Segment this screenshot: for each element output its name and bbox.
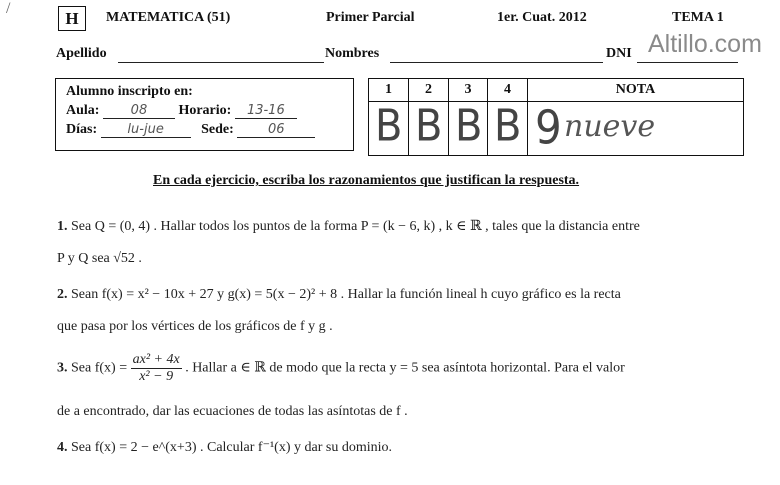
grade-divider <box>527 101 528 155</box>
corner-pen-mark: / <box>6 0 11 17</box>
grade-header-nota: NOTA <box>615 82 656 97</box>
exercise-3-post: . Hallar a ∈ ℝ de modo que la recta y = 5 sea asíntota horizontal. Para el valor <box>185 360 625 376</box>
grade-mark-2: B <box>415 100 443 152</box>
nota-value: 9 <box>535 100 562 155</box>
exercise-3-line-1 <box>57 352 625 385</box>
apellido-label: Apellido <box>56 46 107 61</box>
horario-value: 13-16 <box>235 103 297 119</box>
aula-value: 08 <box>103 103 175 119</box>
grade-mark-3: B <box>455 100 483 152</box>
grade-mark-4: B <box>494 100 522 152</box>
apellido-line <box>118 62 324 63</box>
exercise-2-line-2: que pasa por los vértices de los gráficos de f y g . <box>57 319 333 334</box>
student-info-box <box>55 78 354 151</box>
exam-period: 1er. Cuat. 2012 <box>497 10 587 25</box>
sede-value: 06 <box>237 122 315 138</box>
tema-number: TEMA 1 <box>672 10 724 25</box>
exercise-1-line-2: P y Q sea √52 . <box>57 251 142 266</box>
dni-line <box>637 62 738 63</box>
nombres-line <box>390 62 603 63</box>
exercise-3-fraction <box>131 352 182 385</box>
grade-divider <box>408 101 409 155</box>
exercise-1-number: 1. <box>57 219 68 234</box>
exercise-1-line-1 <box>57 218 640 235</box>
aula-label: Aula: <box>66 103 100 118</box>
exercise-3-numerator: ax² + 4x <box>132 352 180 367</box>
exercise-3-number: 3. <box>57 360 68 376</box>
dni-label: DNI <box>606 46 632 61</box>
aula-row <box>66 103 297 119</box>
instructions: En cada ejercicio, escriba los razonamientos que justifican la respuesta. <box>153 173 580 188</box>
tema-letter-box: H <box>58 6 86 31</box>
dias-label: Días: <box>66 122 98 137</box>
exam-title: Primer Parcial <box>326 10 415 25</box>
exercise-3-denominator: x² − 9 <box>139 369 174 384</box>
grade-divider <box>448 101 449 155</box>
exercise-4-text: Sea f(x) = 2 − e^(x+3) . Calcular f⁻¹(x) y dar su dominio. <box>71 440 392 455</box>
exercise-2-line-1 <box>57 287 621 303</box>
exercise-1-text: Sea Q = (0, 4) . Hallar todos los puntos de la forma P = (k − 6, k) , k ∈ ℝ , tales que la distancia entre <box>71 219 640 234</box>
grade-header-1: 1 <box>369 79 409 101</box>
grade-header-3: 3 <box>449 79 488 101</box>
grade-divider <box>487 101 488 155</box>
grade-header-4: 4 <box>488 79 528 101</box>
subject-title: MATEMATICA (51) <box>106 10 231 25</box>
exercise-4-line-1 <box>57 439 392 456</box>
nombres-label: Nombres <box>325 46 380 61</box>
info-title: Alumno inscripto en: <box>66 84 193 99</box>
grade-header-2: 2 <box>409 79 449 101</box>
dias-value: lu-jue <box>101 122 191 138</box>
exercise-4-number: 4. <box>57 440 68 455</box>
exercise-2-text: Sean f(x) = x² − 10x + 27 y g(x) = 5(x − 2)² + 8 . Hallar la función lineal h cuyo gráfico es la recta <box>71 287 621 302</box>
grade-mark-1: B <box>375 100 403 152</box>
exercise-3-line-2: de a encontrado, dar las ecuaciones de todas las asíntotas de f . <box>57 404 408 419</box>
nota-words: nueve <box>564 109 656 144</box>
watermark-logo: Altillo.com <box>648 30 762 58</box>
grade-table <box>368 78 744 156</box>
horario-label: Horario: <box>178 103 232 118</box>
exercise-2-number: 2. <box>57 287 68 302</box>
dias-row <box>66 122 315 138</box>
exercise-3-pre: Sea f(x) = <box>71 360 128 376</box>
sede-label: Sede: <box>201 122 234 137</box>
